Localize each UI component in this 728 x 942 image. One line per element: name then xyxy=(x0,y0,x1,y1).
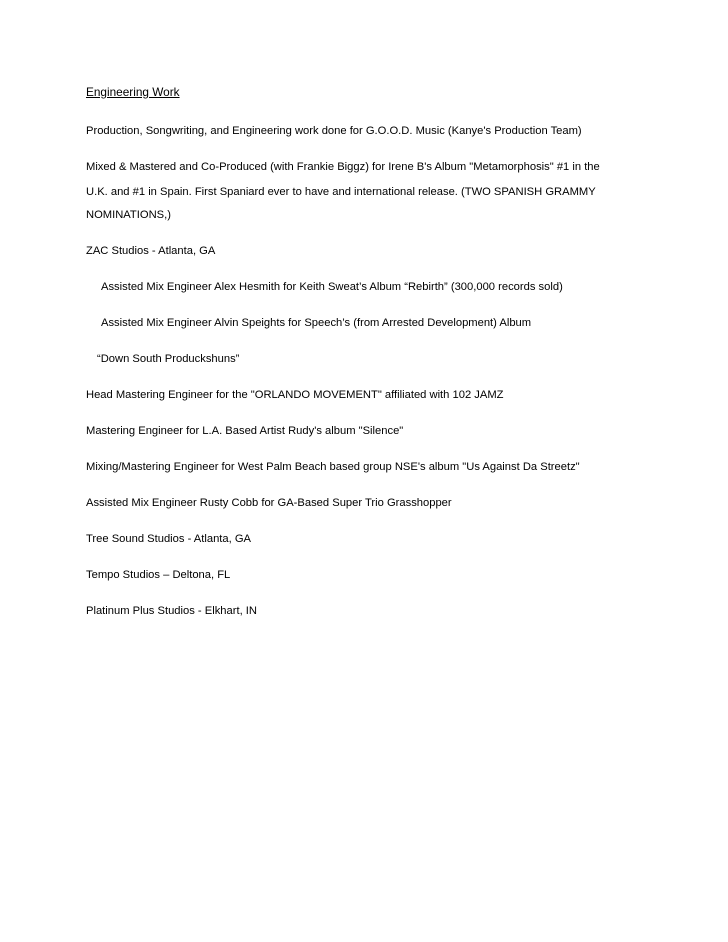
document-line-tree-sound: Tree Sound Studios - Atlanta, GA xyxy=(86,533,252,545)
document-line-production: Production, Songwriting, and Engineering work done for G.O.O.D. Music (Kanye's Production Team) xyxy=(86,125,582,137)
document-line-orlando-movement: Head Mastering Engineer for the "ORLANDO MOVEMENT" affiliated with 102 JAMZ xyxy=(86,389,504,401)
document-line-nse-album: Mixing/Mastering Engineer for West Palm Beach based group NSE's album "Us Against Da Streetz" xyxy=(86,461,580,473)
document-line-keith-sweat: Assisted Mix Engineer Alex Hesmith for Keith Sweat’s Album “Rebirth” (300,000 records sold) xyxy=(101,281,563,293)
document-line-speech-album: Assisted Mix Engineer Alvin Speights for Speech’s (from Arrested Development) Album xyxy=(101,317,532,329)
document-line-platinum-plus: Platinum Plus Studios - Elkhart, IN xyxy=(86,605,257,617)
document-line-tempo-studios: Tempo Studios – Deltona, FL xyxy=(86,569,231,581)
document-line-nominations: NOMINATIONS,) xyxy=(86,209,171,221)
document-line-down-south: “Down South Produckshuns” xyxy=(97,353,240,365)
section-heading: Engineering Work xyxy=(86,85,180,99)
document-line-grasshopper: Assisted Mix Engineer Rusty Cobb for GA-Based Super Trio Grasshopper xyxy=(86,497,452,509)
document-line-rudy-silence: Mastering Engineer for L.A. Based Artist Rudy's album "Silence" xyxy=(86,425,404,437)
document-line-metamorphosis-2: U.K. and #1 in Spain. First Spaniard ever to have and international release. (TWO SPANISH GRAMMY xyxy=(86,186,596,198)
document-line-metamorphosis-1: Mixed & Mastered and Co-Produced (with Frankie Biggz) for Irene B's Album "Metamorphosis" #1 in the xyxy=(86,161,600,173)
document-line-zac-studios: ZAC Studios - Atlanta, GA xyxy=(86,245,216,257)
